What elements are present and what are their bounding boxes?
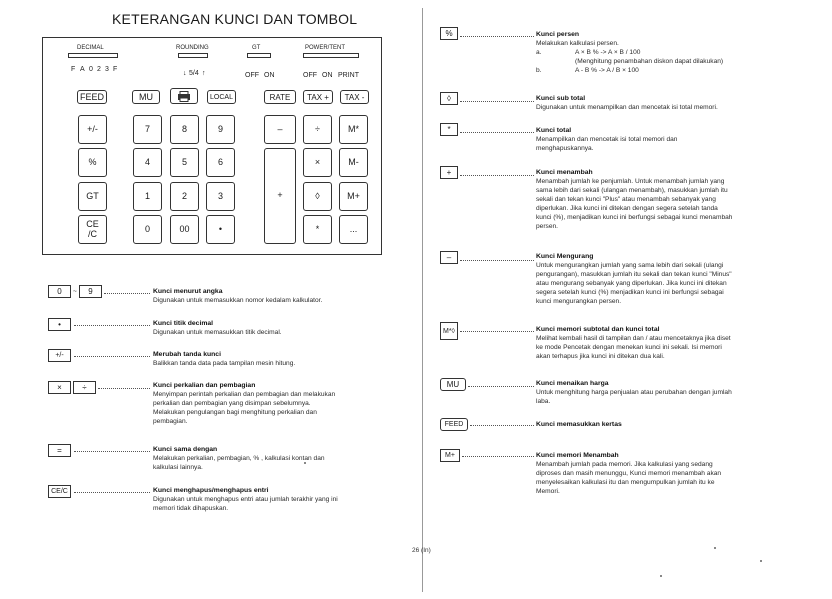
entry-title: Kunci Mengurang bbox=[536, 253, 594, 260]
decimal-point-icon: • bbox=[48, 318, 71, 331]
divide-key[interactable]: ÷ bbox=[303, 115, 332, 144]
entry-desc: ke mode Pencetak dengan menekan kunci ini sekali. Isi memori bbox=[536, 344, 722, 351]
gt-tick: OFF bbox=[245, 72, 259, 79]
entry-title: Kunci titik decimal bbox=[153, 320, 214, 327]
entry-desc: Untuk mengurangkan jumlah yang sama lebih dari sekali (ulangi bbox=[536, 262, 724, 269]
entry-desc: Melihat kembali hasil di tampilan dan / atau mencetaknya jika diset bbox=[536, 335, 731, 342]
formula-mark: a. bbox=[536, 49, 542, 56]
formula: A × B % -> A × B / 100 bbox=[575, 49, 641, 56]
entry-desc: memori tidak dihapuskan. bbox=[153, 505, 229, 512]
entry-desc: Melakukan perkalian, pembagian, % , kalkulasi kontan dan bbox=[153, 455, 325, 462]
power-switch-label: POWER/TENT bbox=[305, 45, 345, 51]
minus-icon: – bbox=[440, 251, 458, 264]
key-2[interactable]: 2 bbox=[170, 182, 199, 211]
tax-minus-key[interactable]: TAX - bbox=[340, 90, 369, 104]
entry-title: Kunci menaikan harga bbox=[536, 380, 609, 387]
key-1[interactable]: 1 bbox=[133, 182, 162, 211]
decimal-tick: F bbox=[71, 66, 76, 73]
power-tick: PRINT bbox=[338, 72, 359, 79]
key-5[interactable]: 5 bbox=[170, 148, 199, 177]
entry-desc: menghapuskannya. bbox=[536, 145, 594, 152]
entry-desc: persen. bbox=[536, 223, 558, 230]
total-key[interactable]: * bbox=[303, 215, 332, 244]
entry-title: Merubah tanda kunci bbox=[153, 351, 221, 358]
mu-key[interactable]: MU bbox=[132, 90, 160, 104]
entry-desc: menyelesaikan kalkulasi itu dan mengumpulkan jumlah itu ke bbox=[536, 479, 715, 486]
rounding-up-icon: ↑ bbox=[202, 70, 206, 77]
key-8[interactable]: 8 bbox=[170, 115, 199, 144]
rate-key[interactable]: RATE bbox=[264, 90, 296, 104]
entry-desc: pembagian. bbox=[153, 418, 188, 425]
entry-title: Kunci perkalian dan pembagian bbox=[153, 382, 256, 389]
ce-c-key[interactable]: CE /C bbox=[78, 215, 107, 244]
memory-plus-key[interactable]: M+ bbox=[339, 182, 368, 211]
key-7[interactable]: 7 bbox=[133, 115, 162, 144]
entry-desc: Digunakan untuk menampilkan dan mencetak isi total memori. bbox=[536, 104, 718, 111]
rounding-switch[interactable] bbox=[178, 53, 208, 58]
entry-desc: Melakukan kalkulasi persen. bbox=[536, 40, 619, 47]
entry-desc: sama lebih dari sekali (ulangan menambah), masukkan jumlah itu bbox=[536, 187, 728, 194]
power-tick: ON bbox=[322, 72, 333, 79]
entry-desc: Menambah jumlah ke penjumlah. Untuk menambah jumlah yang bbox=[536, 178, 725, 185]
power-tick: OFF bbox=[303, 72, 317, 79]
column-divider bbox=[422, 8, 423, 592]
power-switch[interactable] bbox=[303, 53, 359, 58]
entry-title: Kunci sub total bbox=[536, 95, 586, 102]
multiply-key[interactable]: × bbox=[303, 148, 332, 177]
entry-desc: kunci mengurangkan persen. bbox=[536, 298, 622, 305]
subtotal-key[interactable]: ◊ bbox=[303, 182, 332, 211]
scan-speck bbox=[304, 462, 306, 464]
entry-desc: kalkulasi lainnya. bbox=[153, 464, 203, 471]
key-0[interactable]: 0 bbox=[133, 215, 162, 244]
entry-desc: Melakukan pengulangan bagi menghitung perkalian dan bbox=[153, 409, 317, 416]
entry-desc: Menyimpan perintah perkalian dan pembagian dan melakukan bbox=[153, 391, 336, 398]
entry-title: Kunci menurut angka bbox=[153, 288, 223, 295]
plus-minus-icon: +/- bbox=[48, 349, 71, 362]
entry-desc: Untuk menghitung harga penjualan atau perubahan dengan jumlah bbox=[536, 389, 732, 396]
page-number: 26 (In) bbox=[412, 547, 431, 554]
key-9-icon: 9 bbox=[79, 285, 102, 298]
entry-title: Kunci total bbox=[536, 127, 572, 134]
percent-icon: % bbox=[440, 27, 458, 40]
entry-desc: kunci (%), menjadikan kunci ini berfungsi sebagai kunci menambah bbox=[536, 214, 733, 221]
entry-desc: perkalian dan pembagian yang disimpan sebelumnya. bbox=[153, 400, 311, 407]
key-6[interactable]: 6 bbox=[206, 148, 235, 177]
decimal-switch[interactable] bbox=[68, 53, 118, 58]
rounding-tick: 5/4 bbox=[189, 70, 199, 77]
entry-desc: sekali dan tekan kunci "Plus" atau menambah sebanyak yang bbox=[536, 196, 716, 203]
decimal-switch-label: DECIMAL bbox=[77, 45, 104, 51]
total-icon: * bbox=[440, 123, 458, 136]
printer-icon bbox=[177, 91, 191, 102]
local-key[interactable]: LOCAL bbox=[207, 90, 236, 104]
plus-key[interactable]: + bbox=[264, 148, 296, 244]
entry-title: Kunci persen bbox=[536, 31, 580, 38]
subtotal-icon: ◊ bbox=[440, 92, 458, 105]
entry-title: Kunci memori subtotal dan kunci total bbox=[536, 326, 660, 333]
entry-title: Kunci memasukkan kertas bbox=[536, 421, 622, 428]
scan-speck bbox=[760, 560, 762, 562]
multiply-icon: × bbox=[48, 381, 71, 394]
entry-desc: akan terhapus jika kunci ini ditekan dua kali. bbox=[536, 353, 665, 360]
entry-title: Kunci memori Menambah bbox=[536, 452, 619, 459]
blank-key[interactable]: ... bbox=[339, 215, 368, 244]
formula-mark: b. bbox=[536, 67, 542, 74]
range-separator: ~ bbox=[73, 288, 77, 295]
memory-subtotal-key[interactable]: M* bbox=[339, 115, 368, 144]
entry-desc: diproses dan masih menunggu, Kunci memori menambah akan bbox=[536, 470, 722, 477]
entry-desc: Memori. bbox=[536, 488, 560, 495]
entry-desc: diperlukan. Jika kunci ini ditekan dengan segera setelah tanda bbox=[536, 205, 718, 212]
key-3[interactable]: 3 bbox=[206, 182, 235, 211]
entry-desc: Balikkan tanda data pada tampilan mesin hitung. bbox=[153, 360, 296, 367]
mu-icon: MU bbox=[440, 378, 466, 391]
entry-desc: Menambah jumlah pada memori. Jika kalkulasi yang sedang bbox=[536, 461, 713, 468]
memory-subtotal-icon: M*◊ bbox=[440, 322, 458, 340]
minus-key[interactable]: – bbox=[264, 115, 296, 144]
formula: A - B % -> A / B × 100 bbox=[575, 67, 639, 74]
entry-desc: atau mengurang sebanyak yang diperlukan. Jika kunci ini ditekan bbox=[536, 280, 727, 287]
plus-minus-key[interactable]: +/- bbox=[78, 115, 107, 144]
percent-key[interactable]: % bbox=[78, 148, 107, 177]
key-00[interactable]: 00 bbox=[170, 215, 199, 244]
formula-note: (Menghitung penambahan diskon dapat dilakukan) bbox=[575, 58, 724, 65]
feed-icon: FEED bbox=[440, 418, 468, 431]
rounding-down-icon: ↓ bbox=[183, 70, 187, 77]
decimal-tick: F bbox=[113, 66, 118, 73]
gt-switch[interactable] bbox=[247, 53, 271, 58]
scan-speck bbox=[714, 547, 716, 549]
entry-desc: laba. bbox=[536, 398, 551, 405]
decimal-tick: 0 bbox=[89, 66, 93, 73]
gt-key[interactable]: GT bbox=[78, 182, 107, 211]
gt-switch-label: GT bbox=[252, 45, 261, 51]
decimal-tick: 3 bbox=[105, 66, 109, 73]
entry-desc: Digunakan untuk memasukkan nomor kedalam kalkulator. bbox=[153, 297, 323, 304]
feed-key[interactable]: FEED bbox=[77, 90, 107, 104]
equals-icon: = bbox=[48, 444, 71, 457]
ce-c-icon: CE/C bbox=[48, 485, 71, 498]
divide-icon: ÷ bbox=[73, 381, 96, 394]
entry-desc: Digunakan untuk memasukkan titik decimal. bbox=[153, 329, 282, 336]
printer-key[interactable] bbox=[170, 88, 198, 104]
decimal-tick: A bbox=[80, 66, 85, 73]
entry-title: Kunci menghapus/menghapus entri bbox=[153, 487, 269, 494]
decimal-point-key[interactable]: • bbox=[206, 215, 235, 244]
memory-plus-icon: M+ bbox=[440, 449, 460, 462]
gt-tick: ON bbox=[264, 72, 275, 79]
entry-desc: Digunakan untuk menghapus entri atau jumlah terakhir yang ini bbox=[153, 496, 338, 503]
entry-title: Kunci sama dengan bbox=[153, 446, 218, 453]
memory-minus-key[interactable]: M- bbox=[339, 148, 368, 177]
key-9[interactable]: 9 bbox=[206, 115, 235, 144]
tax-plus-key[interactable]: TAX + bbox=[303, 90, 333, 104]
page-title: KETERANGAN KUNCI DAN TOMBOL bbox=[112, 11, 358, 27]
key-4[interactable]: 4 bbox=[133, 148, 162, 177]
entry-desc: pengurangan), masukkan jumlah itu sekali dan tekan kunci "Minus" bbox=[536, 271, 732, 278]
decimal-tick: 2 bbox=[97, 66, 101, 73]
entry-desc: Menampilkan dan mencetak isi total memori dan bbox=[536, 136, 678, 143]
rounding-switch-label: ROUNDING bbox=[176, 45, 209, 51]
entry-desc: segera setelah kunci (%) menjadikan kunci ini berfungsi sebagai bbox=[536, 289, 724, 296]
key-0-icon: 0 bbox=[48, 285, 71, 298]
entry-title: Kunci menambah bbox=[536, 169, 593, 176]
scan-speck bbox=[660, 575, 662, 577]
plus-icon: + bbox=[440, 166, 458, 179]
